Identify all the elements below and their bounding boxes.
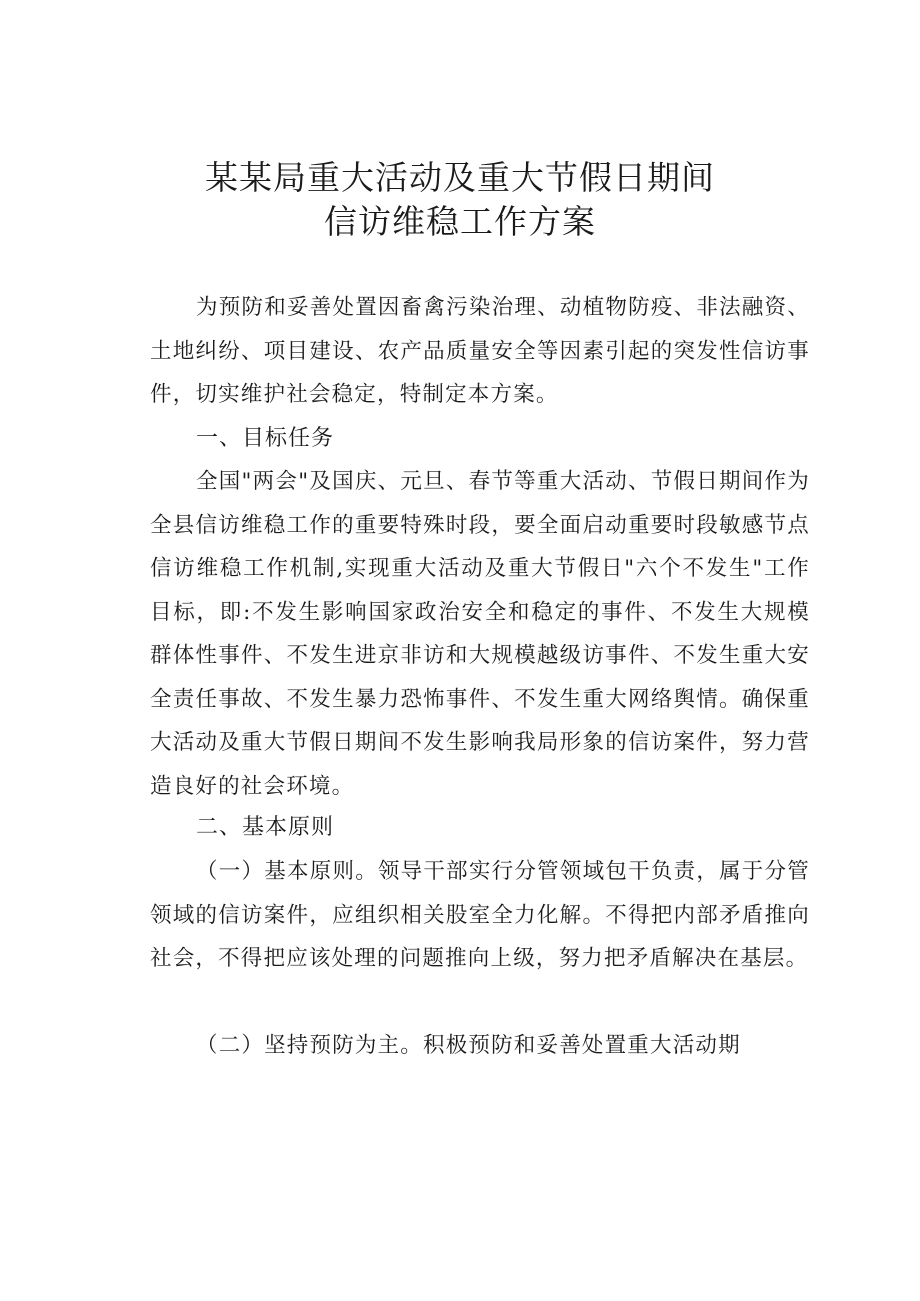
section-2-item-1: （一）基本原则。领导干部实行分管领域包干负责，属于分管领域的信访案件，应组织相关股室全力化解。不得把内部矛盾推向社会，不得把应该处理的问题推向上级，努力把矛盾解决在基层。: [150, 859, 810, 971]
section-2-heading: 二、基本原则: [196, 815, 335, 840]
section-2-item-2: （二）坚持预防为主。积极预防和妥善处置重大活动期: [196, 1033, 741, 1058]
document-title-line-2: 信访维稳工作方案: [324, 202, 596, 241]
document-title-line-1: 某某局重大活动及重大节假日期间: [205, 158, 715, 197]
section-1-heading: 一、目标任务: [196, 426, 335, 451]
section-1-paragraph: 全国"两会"及国庆、元旦、春节等重大活动、节假日期间作为全县信访维稳工作的重要特殊时段，要全面启动重要时段敏感节点信访维稳工作机制,实现重大活动及重大节假日"六个不发生"工作目标，即:不发生影响国家政治安全和稳定的事件、不发生大规模群体性事件、不发生进京非访和大规模越级访事件、不发生重大安全责任事故、不发生暴力恐怖事件、不发生重大网络舆情。确保重大活动及重大节假日期间不发生影响我局形象的信访案件，努力营造良好的社会环境。: [150, 469, 810, 799]
intro-paragraph: 为预防和妥善处置因畜禽污染治理、动植物防疫、非法融资、土地纠纷、项目建设、农产品质量安全等因素引起的突发性信访事件，切实维护社会稳定，特制定本方案。: [150, 295, 810, 407]
